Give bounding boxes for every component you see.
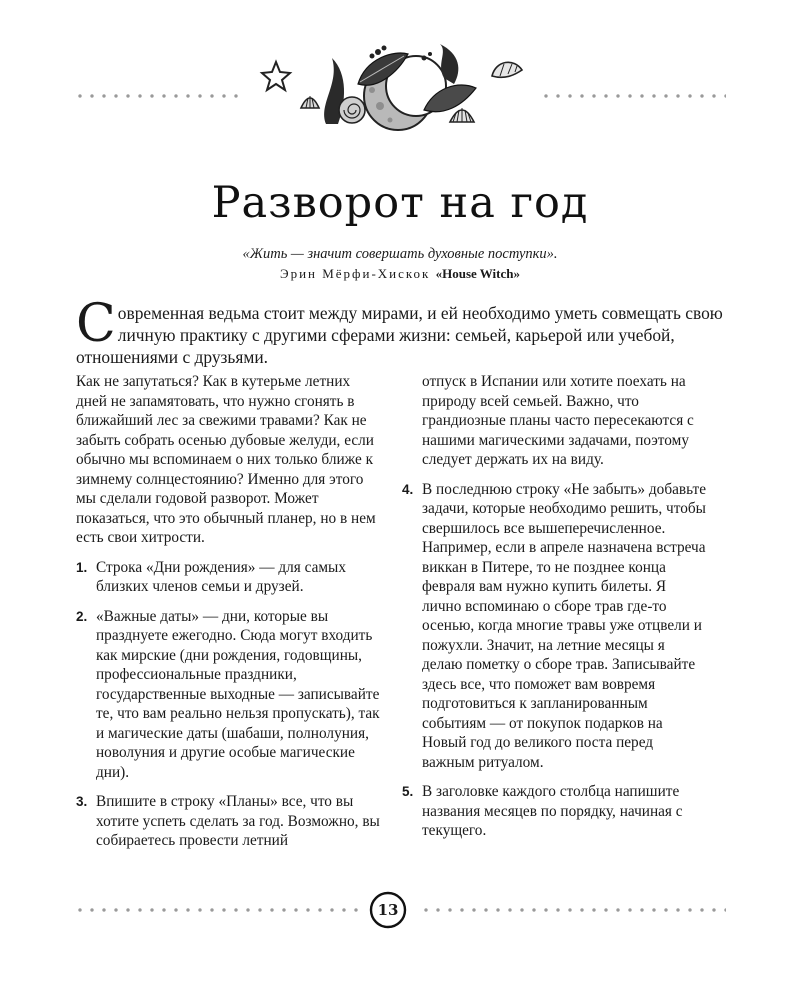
epigraph-quote: «Жить — значит совершать духовные поступки». [242,246,558,262]
lead-paragraph [76,294,726,368]
list-item-number: 3. [76,794,88,809]
list-item-text: «Важные даты» — дни, которые вы празднуете ежегодно. Сюда могут входить как мирские (дни рождения, годовщины, профессиональные праздники, государственные выходные — записывайте те, что вам реально нельзя пропускать), так и магические даты (шабаши, полнолуния, новолуния и другие особые магические дни). [96,607,380,781]
page-title: Разворот на год [211,178,589,228]
list-item-continuation: отпуск в Испании или хотите поехать на природу всей семьей. Важно, что грандиозные планы часто пересекаются с нашими магическими задачами, поэтому следует держать их на виду. [422,373,694,468]
top-dotted-rule-right [540,94,726,98]
list-item-number: 2. [76,608,88,624]
right-column [402,372,708,851]
list-item [402,782,708,841]
page-number: 13 [377,901,399,919]
book-title: «House Witch» [435,266,521,281]
instructions-list-part-2 [402,480,708,841]
author-name: Эрин Мёрфи-Хискок [279,266,431,281]
bottom-dotted-rule-left [74,908,358,912]
list-item-number: 1. [76,559,88,575]
list-item-number: 5. [402,784,414,799]
list-item [76,607,382,783]
conch-shell-icon [492,62,522,77]
list-item [76,558,382,597]
list-item-text: Строка «Дни рождения» — для самых близких членов семьи и друзей. [96,558,346,595]
top-dotted-rule-left [74,94,240,98]
instructions-list-part-1 [76,558,382,851]
snail-shell-icon [339,97,365,123]
epigraph-attribution [0,266,800,282]
starfish-icon [262,62,290,90]
scallop-shell-icon [301,96,319,108]
list-item-text: В заголовке каждого столбца напишите названия месяцев по порядку, начиная с текущего. [422,783,683,839]
page-number-badge [368,890,408,930]
intro-paragraph: Как не запутаться? Как в кутерьме летних дней не запамятовать, что нужно сгонять в ближайший лес за свежими травами? Как не забыть собрать осенью дубовые желуди, если обычно мы вспоминаем о них только ближе к зимнему солнцестоянию? Именно для этого мы сделали годовой разворот. Может показаться, что это обычный планер, но в нем есть свои хитрости. [76,373,376,546]
list-item-text: Впишите в строку «Планы» все, что вы хотите успеть сделать за год. Возможно, вы собираетесь провести летний [96,793,380,849]
left-column [76,372,382,861]
list-item-number: 4. [402,481,414,497]
list-item-text: В последнюю строку «Не забыть» добавьте задачи, которые необходимо решить, чтобы свершилось все вышеперечисленное. Например, если в апреле назначена встреча виккан в Питере, то не позднее конца февраля вам нужно купить билеты. Я лично вспоминаю о сборе трав где-то осенью, когда многие травы уже отцвели и пожухли. Значит, на летние месяцы я делаю пометку о сборе трав. Записывайте здесь все, что поможет вам вовремя подготовиться к запланированным событиям — от покупок подарков на Новый год до великого поста перед важным ритуалом. [422,480,706,771]
moon-seashell-ornament [248,44,540,134]
list-item [76,792,382,851]
list-item [402,480,708,773]
lead-text: овременная ведьма стоит между мирами, и ей необходимо уметь совмещать свою личную практику с другими сферами жизни: семьей, карьерой или учебой, отношениями с друзьями. [76,303,723,367]
drop-cap: С [76,294,116,354]
scallop-shell-icon [450,108,474,122]
bottom-dotted-rule-right [420,908,726,912]
